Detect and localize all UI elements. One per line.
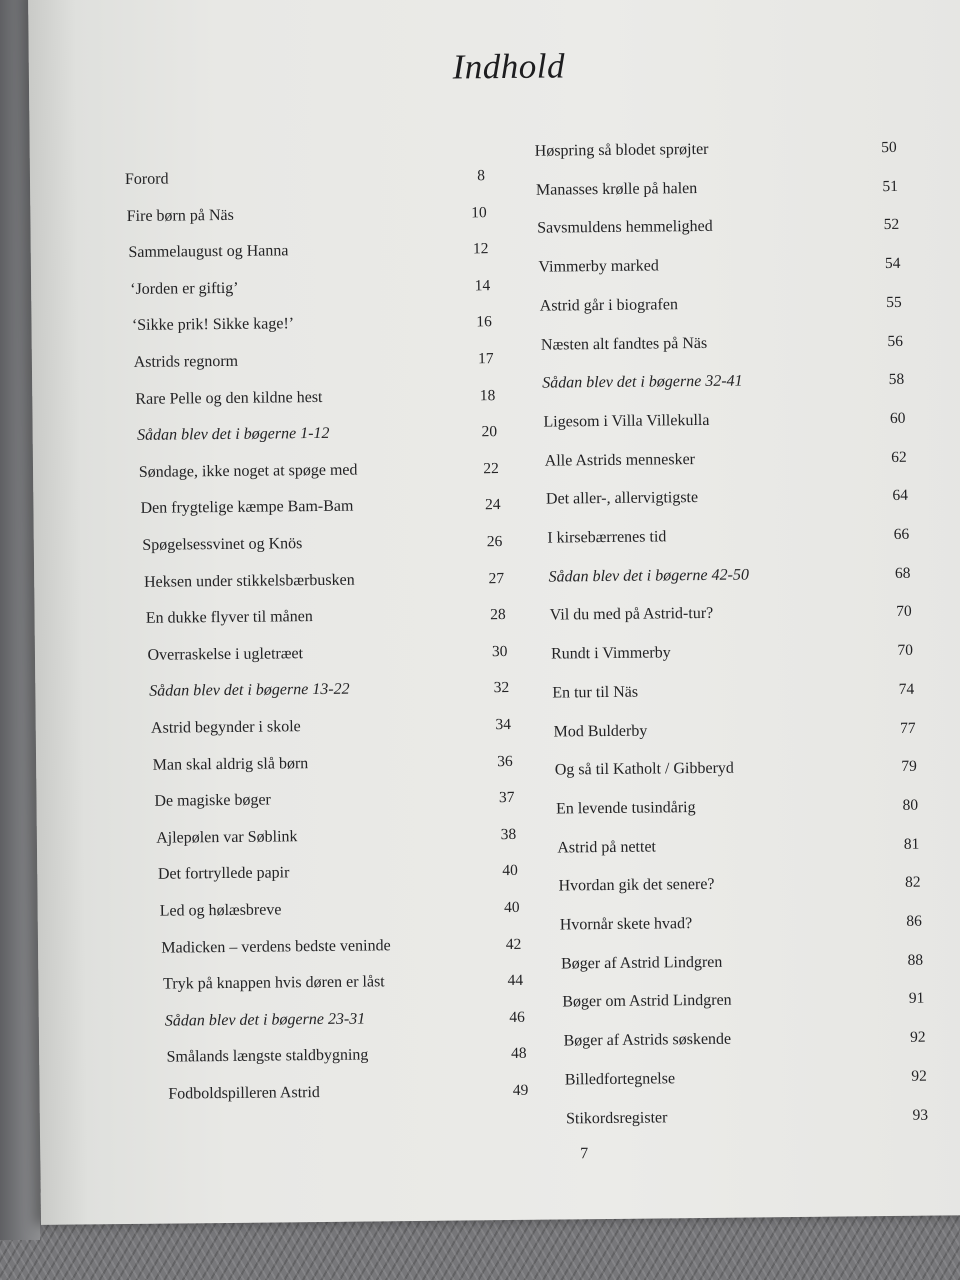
toc-entry (132, 314, 492, 336)
toc-entry-title: Smålands længste staldbygning (166, 1046, 369, 1066)
toc-entry-page: 46 (509, 1008, 525, 1026)
toc-entry-page: 26 (486, 533, 503, 551)
toc-entry-title: Led og hølæsbreve (159, 901, 282, 920)
toc-entry-page: 88 (907, 951, 924, 969)
toc-entry (142, 533, 502, 555)
toc-entry (149, 679, 509, 701)
toc-entry (161, 935, 521, 957)
toc-entry-page: 17 (478, 350, 494, 368)
toc-entry-page: 68 (894, 564, 911, 582)
toc-entry-title: Ajlepølen var Søblink (156, 828, 298, 847)
toc-entry (552, 681, 914, 703)
toc-entry-title: Astrid på nettet (557, 838, 657, 857)
page-number: 7 (580, 1145, 589, 1163)
toc-entry (566, 1106, 928, 1128)
toc-entry-page: 64 (892, 487, 909, 505)
toc-entry-page: 55 (886, 293, 902, 311)
toc-entry-page: 77 (899, 719, 916, 737)
toc-entry (128, 240, 488, 262)
toc-entry (557, 835, 919, 857)
book-page (28, 0, 960, 1225)
toc-entry-title: Man skal aldrig slå børn (152, 754, 309, 774)
toc-entry-page: 30 (491, 642, 508, 660)
toc-entry (550, 603, 912, 625)
toc-entry-title: Sådan blev det i bøgerne 23-31 (164, 1010, 366, 1030)
toc-entry (560, 913, 922, 935)
toc-entry-title: Bøger af Astrids søskende (563, 1030, 732, 1050)
toc-entry-page: 49 (512, 1081, 529, 1099)
toc-entry-title: Madicken – verdens bedste veninde (161, 936, 391, 957)
toc-entry (137, 423, 497, 445)
toc-entry-title: Sådan blev det i bøgerne 13-22 (149, 681, 350, 701)
toc-entry-page: 62 (891, 448, 907, 466)
toc-entry (543, 410, 905, 432)
toc-entry (558, 874, 920, 896)
toc-entry (139, 460, 499, 482)
toc-entry-title: Sammelaugust og Hanna (128, 242, 289, 262)
toc-entry-title: Manasses krølle på halen (535, 179, 698, 199)
toc-entry-title: Rare Pelle og den kildne hest (135, 388, 323, 408)
toc-entry-page: 91 (908, 990, 925, 1008)
toc-entry-page: 58 (888, 371, 905, 389)
toc-entry (140, 496, 500, 518)
toc-entry (540, 294, 902, 316)
toc-entry-title: Tryk på knappen hvis døren er låst (163, 973, 385, 993)
toc-entry-title: Høspring så blodet sprøjter (534, 140, 709, 160)
toc-entry-page: 51 (882, 177, 899, 195)
toc-entry-page: 14 (474, 276, 491, 295)
toc-entry-page: 10 (471, 203, 487, 221)
toc-entry (562, 990, 924, 1012)
toc-entry-title: Spøgelsessvinet og Knös (142, 535, 303, 554)
toc-entry-title: En levende tusindårig (555, 798, 696, 818)
toc-entry-title: Fodboldspilleren Astrid (168, 1084, 320, 1103)
toc-entry-page: 93 (912, 1106, 929, 1124)
toc-entry-title: Ligesom i Villa Villekulla (543, 411, 710, 431)
toc-entry-page: 36 (497, 752, 513, 770)
toc-entry-page: 60 (889, 409, 906, 427)
toc-entry-page: 79 (901, 757, 917, 776)
toc-entry-title: Forord (124, 170, 169, 188)
toc-entry-page: 22 (483, 459, 499, 478)
toc-entry-page: 86 (906, 912, 922, 930)
toc-entry-title: En tur til Näs (552, 683, 639, 702)
toc-entry (565, 1067, 927, 1089)
toc-entry-title: ‘Jorden er giftig’ (130, 279, 239, 298)
toc-entry-page: 74 (898, 680, 915, 698)
toc-entry (160, 899, 520, 921)
toc-entry (144, 570, 504, 592)
toc-entry-page: 54 (884, 254, 901, 273)
toc-entry-page: 52 (883, 216, 900, 234)
toc-entry (151, 716, 511, 738)
toc-entry-title: Astrids regnorm (133, 352, 239, 371)
toc-entry-page: 38 (500, 825, 517, 843)
toc-entry-page: 82 (904, 873, 921, 892)
toc-entry-title: Det aller-, allervigtigste (545, 489, 699, 508)
toc-entry-page: 27 (488, 569, 505, 587)
toc-entry-page: 40 (502, 862, 518, 880)
toc-entry (556, 797, 918, 819)
toc-entry-title: Og så til Katholt / Gibberyd (554, 759, 734, 779)
toc-entry-page: 8 (477, 167, 486, 185)
toc-entry (536, 178, 898, 200)
toc-entry-title: Vimmerby marked (538, 257, 659, 276)
toc-entry-page: 50 (881, 138, 897, 157)
toc-entry-title: Savsmuldens hemmelighed (537, 218, 713, 238)
toc-entry-title: De magiske bøger (154, 791, 271, 810)
toc-entry-title: Den frygtelige kæmpe Bam-Bam (140, 498, 354, 518)
toc-entry-title: ‘Sikke prik! Sikke kage!’ (131, 315, 295, 335)
toc-entry-page: 92 (911, 1067, 927, 1085)
toc-entry (542, 371, 904, 393)
toc-entry (541, 332, 903, 354)
toc-entry-title: Bøger om Astrid Lindgren (562, 992, 732, 1011)
page-title: Indhold (452, 46, 566, 87)
toc-entry-page: 44 (507, 972, 524, 990)
toc-entry-title: Sådan blev det i bøgerne 42-50 (548, 566, 750, 586)
toc-entry-page: 92 (909, 1028, 926, 1046)
toc-entry-page: 18 (479, 386, 496, 404)
toc-entry-title: Mod Bulderby (553, 722, 648, 741)
toc-entry-page: 12 (472, 240, 489, 258)
toc-entry (168, 1082, 528, 1104)
toc-entry-title: Hvordan gik det senere? (558, 876, 715, 895)
toc-entry-title: Det fortryllede papir (157, 864, 290, 884)
toc-entry (538, 255, 900, 277)
toc-entry-title: Stikordsregister (566, 1108, 668, 1127)
toc-entry-page: 81 (903, 835, 920, 853)
toc-entry-page: 28 (490, 606, 506, 624)
toc-entry (154, 789, 514, 811)
toc-entry-page: 66 (893, 525, 910, 543)
toc-entry-title: Heksen under stikkelsbærbusken (143, 571, 355, 591)
toc-entry-page: 48 (510, 1045, 527, 1063)
toc-entry-page: 32 (493, 679, 510, 697)
toc-entry (134, 350, 494, 372)
toc-entry (166, 1045, 526, 1067)
toc-entry (153, 753, 513, 775)
toc-entry (135, 387, 495, 409)
toc-entry-title: Hvornår skete hvad? (559, 915, 693, 934)
toc-entry-title: En dukke flyver til månen (145, 608, 313, 627)
toc-entry-title: Sådan blev det i bøgerne 1-12 (137, 425, 330, 445)
toc-entry-page: 56 (887, 332, 904, 350)
toc-entry-page: 20 (481, 423, 498, 441)
toc-entry (546, 487, 908, 509)
toc-entry (548, 564, 910, 586)
toc-entry-title: Næsten alt fandtes på Näs (540, 334, 708, 354)
toc-entry (563, 1029, 925, 1051)
toc-entry (535, 139, 897, 161)
toc-entry (545, 448, 907, 470)
toc-entry-title: Bøger af Astrid Lindgren (560, 953, 723, 973)
toc-entry (551, 642, 913, 664)
toc-entry-page: 42 (505, 935, 522, 953)
toc-entry (537, 216, 899, 238)
toc-entry-page: 40 (504, 898, 520, 917)
toc-entry-title: I kirsebærrenes tid (547, 528, 667, 547)
toc-entry (127, 204, 487, 226)
toc-entry (146, 606, 506, 628)
toc-entry-title: Søndage, ikke noget at spøge med (138, 461, 358, 481)
toc-entry-page: 24 (484, 496, 501, 514)
toc-entry-title: Fire børn på Näs (126, 206, 234, 225)
toc-entry-page: 34 (495, 715, 512, 734)
toc-entry-title: Sådan blev det i bøgerne 32-41 (542, 372, 743, 392)
toc-entry-page: 80 (902, 796, 919, 814)
toc-entry (156, 826, 516, 848)
toc-entry (147, 643, 507, 665)
toc-entry-title: Billedfortegnelse (564, 1070, 676, 1089)
toc-entry-page: 37 (498, 789, 515, 807)
toc-entry (158, 862, 518, 884)
toc-entry (561, 951, 923, 973)
toc-entry (130, 277, 490, 299)
toc-entry (547, 526, 909, 548)
toc-entry-page: 70 (896, 603, 912, 621)
toc-entry (163, 972, 523, 994)
toc-entry-title: Alle Astrids mennesker (544, 450, 696, 470)
toc-entry-page: 70 (897, 641, 914, 660)
toc-entry (165, 1009, 525, 1031)
toc-entry-title: Astrid går i biografen (539, 296, 678, 315)
toc-entry-title: Overraskelse i ugletræet (147, 644, 304, 664)
toc-entry-title: Rundt i Vimmerby (550, 644, 671, 663)
toc-entry-title: Vil du med på Astrid-tur? (549, 605, 714, 624)
toc-entry (553, 719, 915, 741)
toc-entry (555, 758, 917, 780)
toc-entry-title: Astrid begynder i skole (150, 718, 301, 737)
toc-entry (125, 167, 485, 189)
toc-entry-page: 16 (476, 313, 492, 331)
